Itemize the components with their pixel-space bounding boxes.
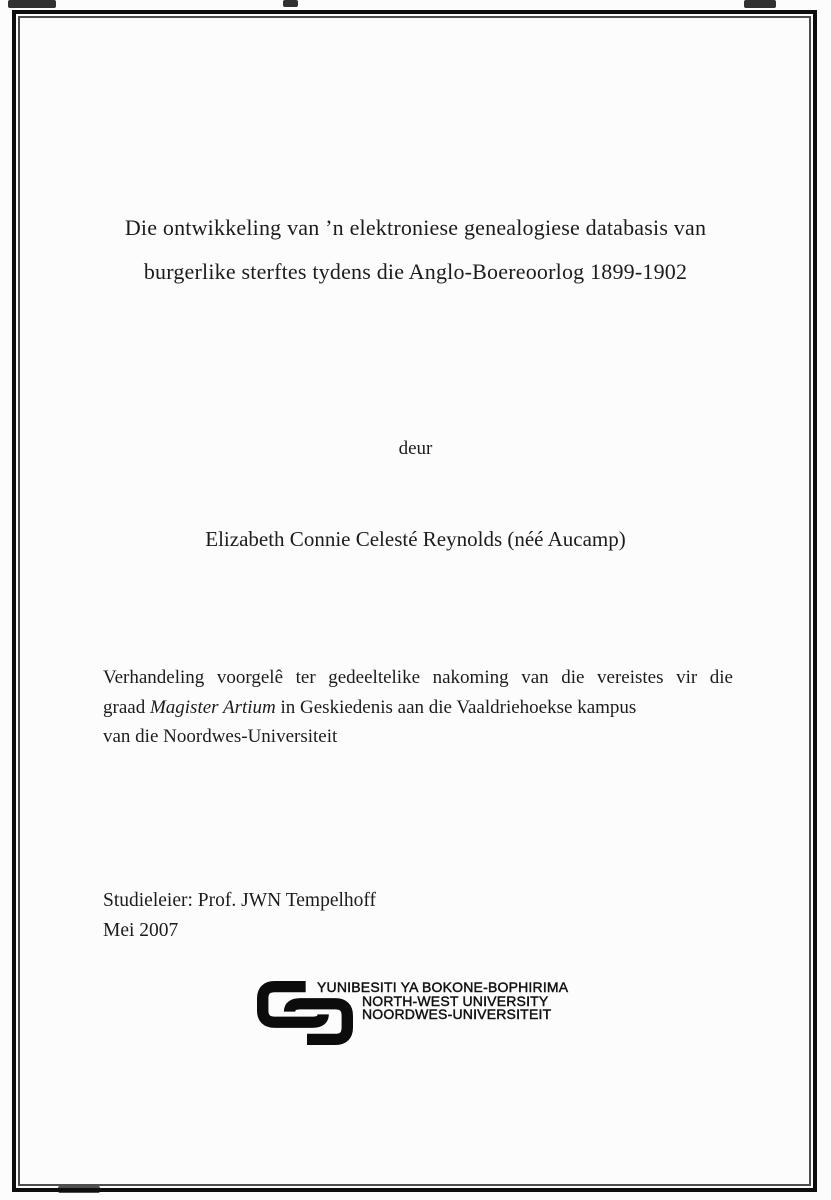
degree-statement-line2-suffix: in Geskiedenis aan die Vaaldriehoekse kampus (275, 696, 637, 718)
scan-artifact (283, 0, 298, 7)
degree-statement (103, 663, 733, 752)
scan-artifact (8, 0, 56, 8)
date-line: Mei 2007 (103, 920, 179, 941)
logo-line-setswana: YUNIBESITI YA BOKONE-BOPHIRIMA (317, 979, 569, 995)
thesis-title (0, 206, 831, 294)
logo-line-afrikaans: NOORDWES-UNIVERSITEIT (362, 1006, 552, 1023)
thesis-title-line1: Die ontwikkeling van ’n elektroniese genealogiese databasis van (124, 215, 707, 240)
degree-statement-line2 (103, 693, 733, 723)
degree-statement-line3: van die Noordwes-Universiteit (103, 726, 338, 747)
supervisor-block (103, 886, 376, 946)
scan-artifact (744, 0, 776, 8)
byline-label: deur (398, 438, 433, 459)
logo-line-english: NORTH-WEST UNIVERSITY (362, 992, 549, 1009)
degree-statement-line2-prefix: graad (103, 696, 150, 718)
degree-name-italic: Magister Artium (149, 696, 276, 718)
university-logo-text (317, 981, 568, 1022)
author-name: Elizabeth Connie Celesté Reynolds (néé Aucamp) (205, 527, 626, 551)
degree-statement-line1: Verhandeling voorgelê ter gedeeltelike nakoming van die vereistes vir die (103, 667, 733, 688)
supervisor-line: Studieleier: Prof. JWN Tempelhoff (103, 890, 377, 911)
thesis-title-line2: burgerlike sterftes tydens die Anglo-Boereoorlog 1899-1902 (143, 259, 688, 284)
